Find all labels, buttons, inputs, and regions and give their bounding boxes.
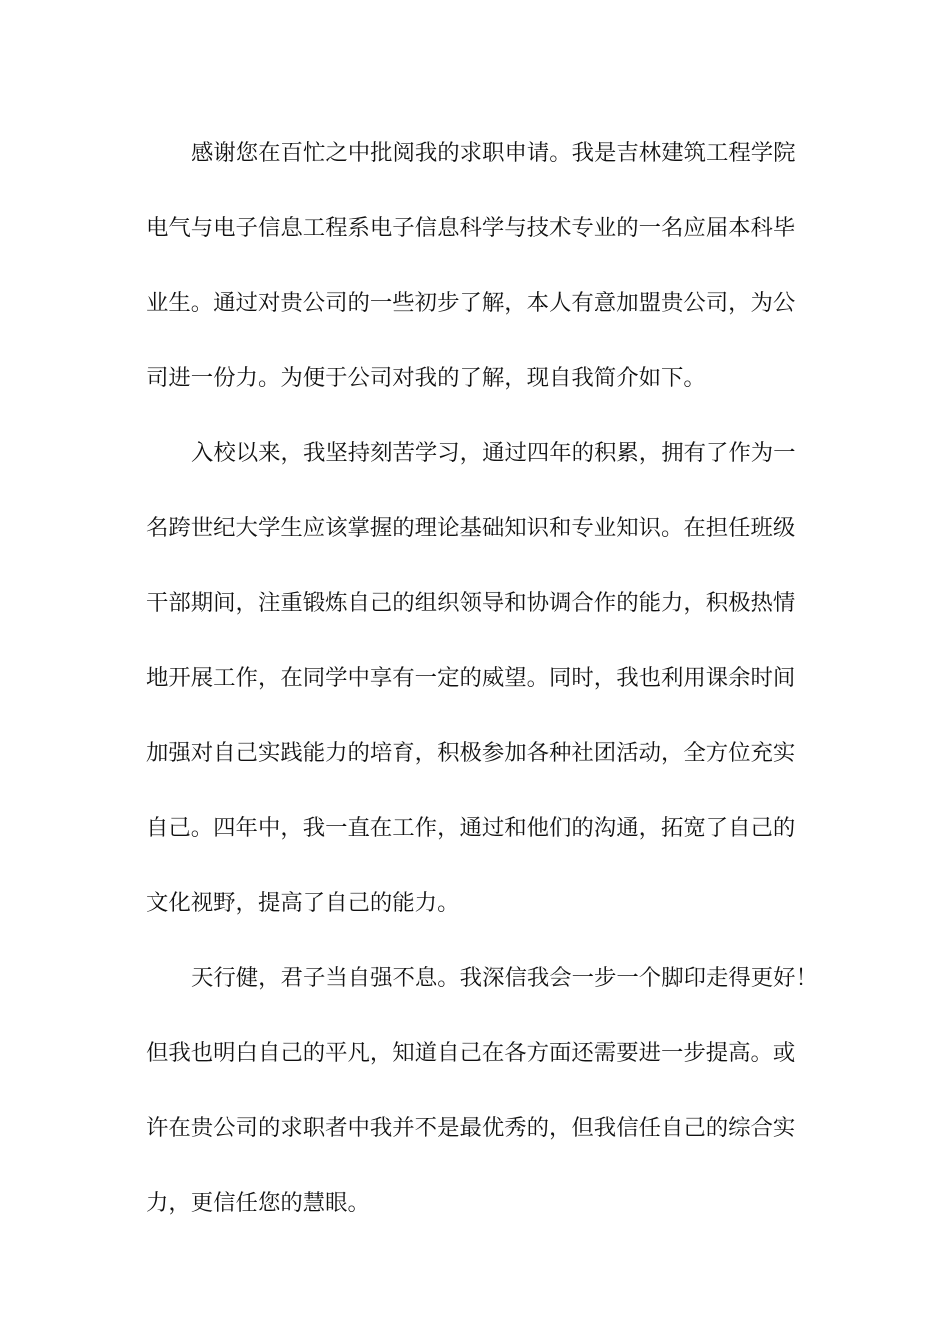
paragraph-1 [146, 133, 816, 433]
paragraph-3 [146, 958, 816, 1258]
paragraph-line: 司进一份力。为便于公司对我的了解，现自我简介如下。 [146, 365, 706, 391]
paragraph-line: 自己。四年中，我一直在工作，通过和他们的沟通，拓宽了自己的 [146, 815, 796, 841]
paragraph-2 [146, 433, 816, 958]
paragraph-line: 地开展工作，在同学中享有一定的威望。同时，我也利用课余时间 [146, 665, 796, 691]
paragraph-line: 加强对自己实践能力的培育，积极参加各种社团活动，全方位充实 [146, 740, 796, 766]
paragraph-line: 但我也明白自己的平凡，知道自己在各方面还需要进一步提高。或 [146, 1040, 796, 1066]
document-body [146, 133, 816, 1258]
paragraph-line: 入校以来，我坚持刻苦学习，通过四年的积累，拥有了作为一 [191, 440, 796, 466]
paragraph-line: 力，更信任您的慧眼。 [146, 1190, 370, 1216]
paragraph-line: 名跨世纪大学生应该掌握的理论基础知识和专业知识。在担任班级 [146, 515, 796, 541]
paragraph-line: 干部期间，注重锻炼自己的组织领导和协调合作的能力，积极热情 [146, 590, 796, 616]
paragraph-line: 许在贵公司的求职者中我并不是最优秀的，但我信任自己的综合实 [146, 1115, 796, 1141]
paragraph-line: 电气与电子信息工程系电子信息科学与技术专业的一名应届本科毕 [146, 215, 796, 241]
paragraph-line: 天行健，君子当自强不息。我深信我会一步一个脚印走得更好！ [191, 965, 818, 991]
paragraph-line: 感谢您在百忙之中批阅我的求职申请。我是吉林建筑工程学院 [191, 140, 796, 166]
paragraph-line: 文化视野，提高了自己的能力。 [146, 890, 460, 916]
paragraph-line: 业生。通过对贵公司的一些初步了解，本人有意加盟贵公司，为公 [146, 290, 796, 316]
